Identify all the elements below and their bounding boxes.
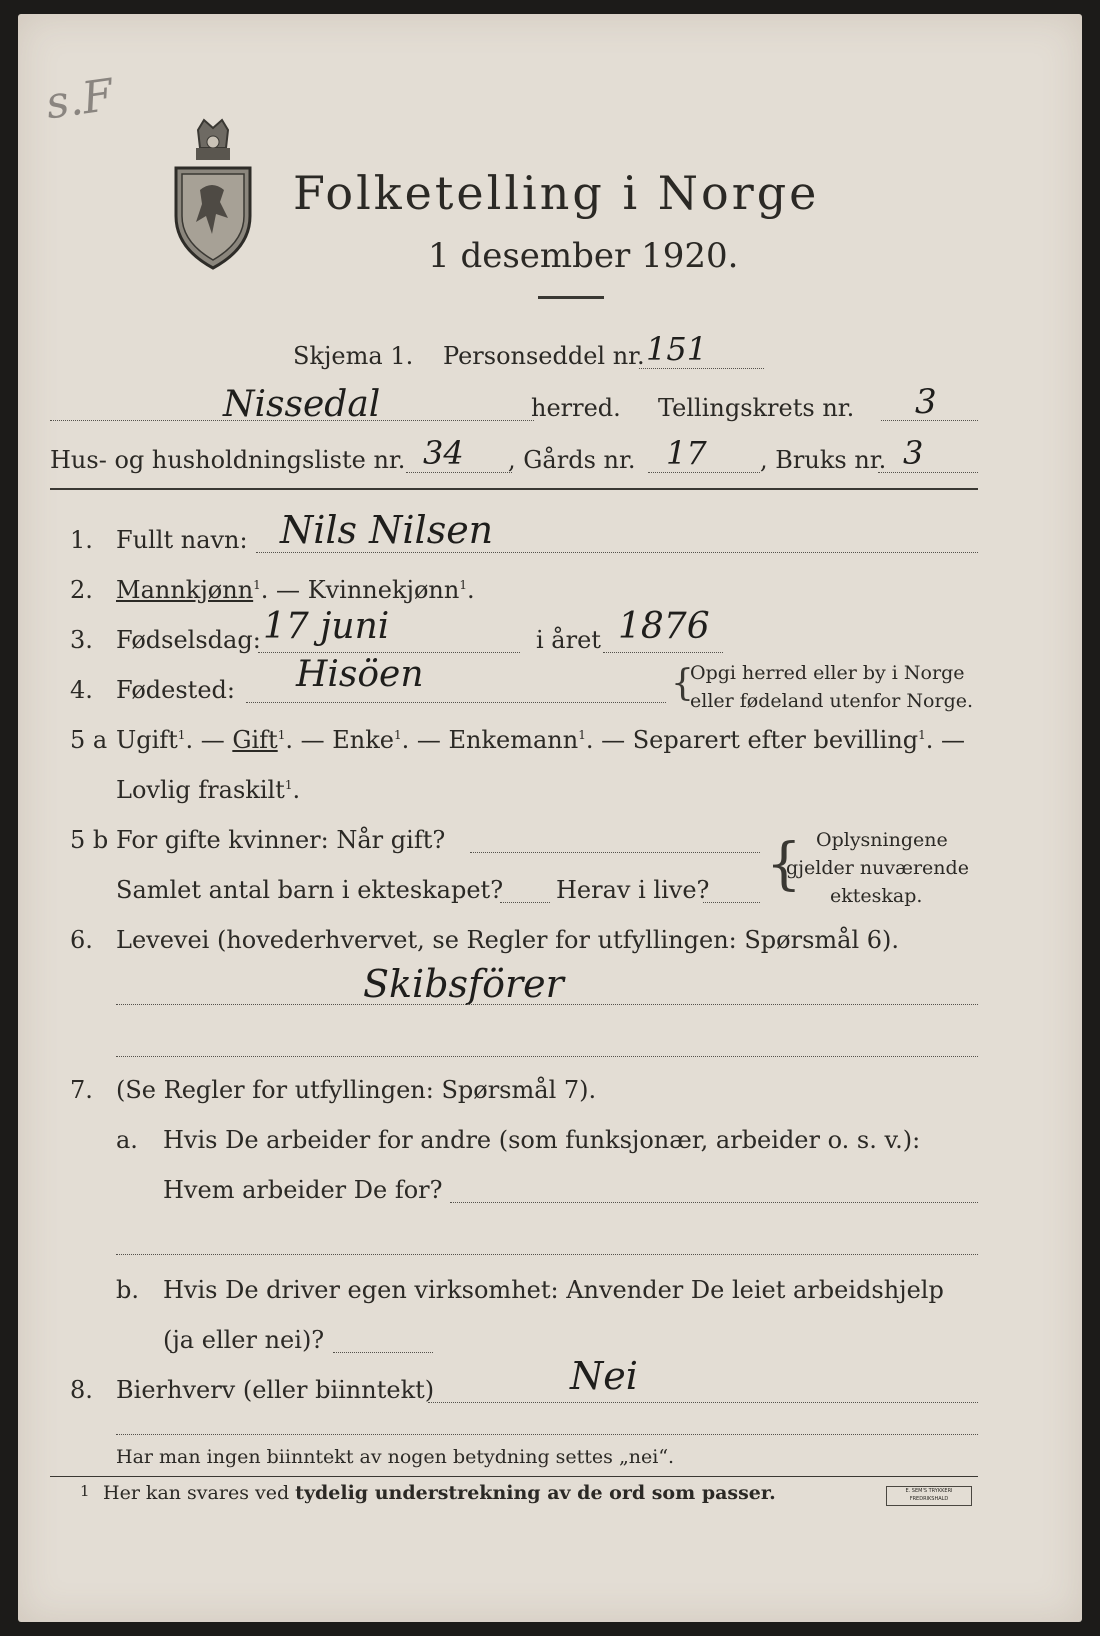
option-separert: Separert efter bevilling [632,726,919,754]
q5a-lovlig: Lovlig fraskilt$^1$. [116,776,301,804]
printer-mark: E. SEM'S TRYKKERI FREDRIKSHALD [886,1486,972,1506]
personseddel-value: 151 [646,330,708,368]
q7a-line-2 [116,1254,978,1255]
q7b-number: b. [116,1276,139,1304]
q8-line-2 [116,1434,978,1435]
q5a-number: 5 a [70,726,108,754]
year-label: i året [536,626,601,654]
full-name-value: Nils Nilsen [280,508,494,552]
personseddel-label: Personseddel nr. [443,342,645,370]
q5b-label: For gifte kvinner: Når gift? [116,826,446,854]
q7-label: (Se Regler for utfyllingen: Spørsmål 7). [116,1076,597,1104]
birth-year-value: 1876 [618,606,710,647]
q6-number: 6. [70,926,93,954]
q5b-gift-line [470,852,760,853]
q7b-line [333,1352,433,1353]
q5b-number: 5 b [70,826,109,854]
option-enke: Enke [332,726,394,754]
q7a-question: Hvem arbeider De for? [163,1176,443,1204]
footnote-number: 1 [80,1482,90,1500]
header-rule [50,488,978,490]
q4-line [246,702,666,703]
form-title: Folketelling i Norge [293,166,820,220]
q8-label: Bierhverv (eller biinntekt) [116,1376,435,1404]
q3-date-line [258,652,520,653]
option-lovlig-fraskilt: Lovlig fraskilt [116,776,285,804]
q8-number: 8. [70,1376,93,1404]
census-form-page [18,14,1082,1622]
option-kvinnekjonn: Kvinnekjønn [307,576,460,604]
q5b-samlet-line [500,902,550,903]
bruks-line [878,472,978,473]
q6-line-2 [116,1056,978,1057]
q5b-note-line2: gjelder nuværende [786,857,969,879]
birthday-value: 17 juni [263,606,390,647]
q5b-samlet-label: Samlet antal barn i ekteskapet? [116,876,504,904]
q7a-line-1 [450,1202,978,1203]
q1-line [256,552,978,553]
q7b-text: Hvis De driver egen virksomhet: Anvender De leiet arbeidshjelp [163,1276,944,1304]
hus-line [406,472,512,473]
q7-number: 7. [70,1076,93,1104]
gards-line [648,472,760,473]
bruks-label: , Bruks nr. [760,446,887,474]
schema-label: Skjema 1. [293,342,414,370]
q7a-number: a. [116,1126,138,1154]
q6-line-1 [116,1004,978,1005]
option-gift: Gift [232,726,278,754]
footer-rule [50,1476,978,1477]
q5b-herav-line [703,902,760,903]
q1-label: Fullt navn: [116,526,248,554]
herred-label: herred. [531,394,621,422]
option-ugift: Ugift [116,726,178,754]
q4-number: 4. [70,676,93,704]
q3-number: 3. [70,626,93,654]
option-mannkjonn: Mannkjønn [116,576,254,604]
personseddel-line [639,368,764,369]
q4-note-line1: Opgi herred eller by i Norge [690,662,965,684]
q3-label: Fødselsdag: [116,626,261,654]
q4-note-line2: eller fødeland utenfor Norge. [690,690,974,712]
occupation-value: Skibsförer [363,962,564,1006]
hus-label: Hus- og husholdningsliste nr. [50,446,406,474]
q4-label: Fødested: [116,676,235,704]
q8-line-1 [428,1402,978,1403]
q5a-marital-options: Ugift$^1$. — Gift$^1$. — Enke$^1$. — Enkemann$^1$. — Separert efter bevilling$^1$. — [116,726,966,754]
birthplace-value: Hisöen [296,654,424,695]
q5b-note-line1: Oplysningene [816,829,948,851]
q4-brace: { [671,663,694,704]
q7b-question: (ja eller nei)? [163,1326,325,1354]
q3-year-line [603,652,723,653]
tellingskrets-label: Tellingskrets nr. [658,394,855,422]
coat-of-arms-icon [168,118,258,270]
q5b-herav-label: Herav i live? [556,876,710,904]
q5b-note-line3: ekteskap. [830,885,923,907]
side-income-value: Nei [570,1354,638,1398]
gards-label: , Gårds nr. [508,446,636,474]
footer-note: Har man ingen biinntekt av nogen betydning settes „nei“. [116,1446,675,1468]
q2-number: 2. [70,576,93,604]
q7a-text: Hvis De arbeider for andre (som funksjonær, arbeider o. s. v.): [163,1126,921,1154]
q6-label: Levevei (hovederhvervet, se Regler for utfyllingen: Spørsmål 6). [116,926,900,954]
q1-number: 1. [70,526,93,554]
bruks-value: 3 [903,434,924,472]
title-divider [538,296,604,299]
margin-pencil-note: s.F [42,69,117,130]
census-date: 1 desember 1920. [428,236,739,276]
tellingskrets-value: 3 [915,382,937,422]
footnote-text: Her kan svares ved tydelig understrekning av de ord som passer. [103,1482,776,1504]
hus-value: 34 [423,434,464,472]
q2-sex: Mannkjønn$^1$. — Kvinnekjønn$^1$. [116,576,475,604]
gards-value: 17 [666,434,707,472]
option-enkemann: Enkemann [448,726,579,754]
herred-value: Nissedal [223,384,381,425]
q5b-brace: { [766,832,802,897]
